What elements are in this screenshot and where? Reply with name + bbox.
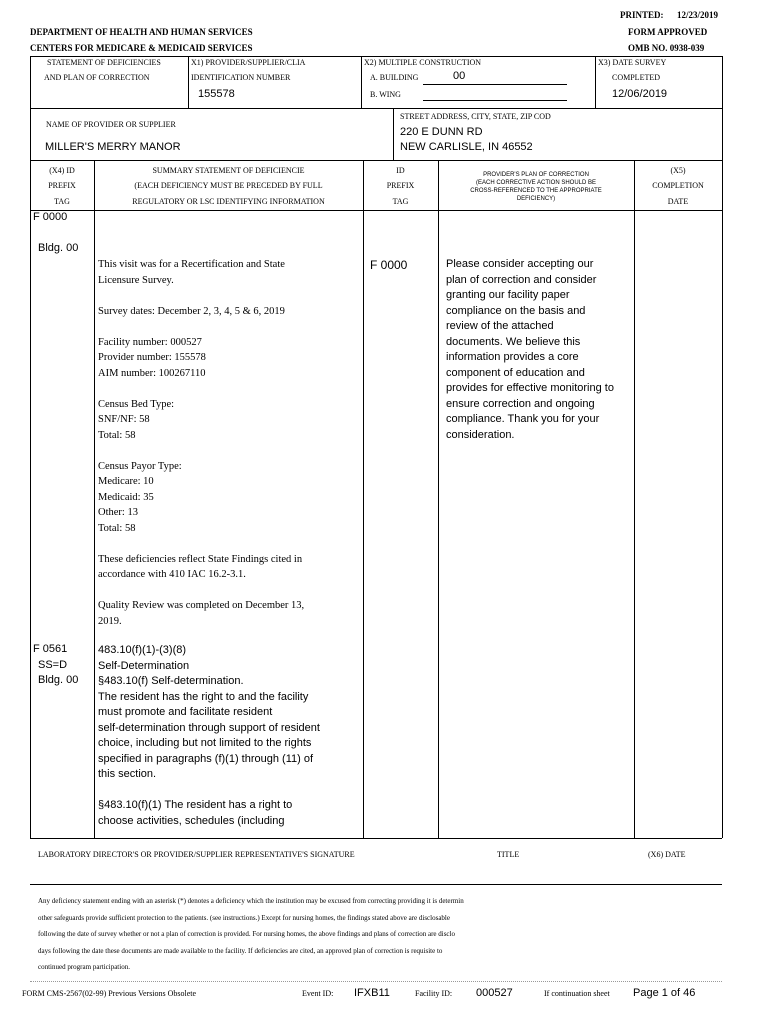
- x4-header-1: (X4) ID: [49, 166, 75, 175]
- summary-line: [98, 583, 304, 599]
- plan-line: provides for effective monitoring to: [446, 382, 614, 394]
- id-tag-f0000: F 0000: [370, 258, 408, 272]
- disclaimer: [38, 893, 464, 976]
- tag-f0000: F 0000: [33, 211, 68, 223]
- summary-line: AIM number: 100267110: [98, 367, 206, 379]
- summary-line: Census Payor Type:: [98, 460, 182, 472]
- date-survey-value: 12/06/2019: [612, 88, 668, 100]
- summary-line: this section.: [98, 768, 157, 780]
- summary-line: Census Bed Type:: [98, 398, 175, 410]
- form-approved: FORM APPROVED: [628, 27, 708, 37]
- provider-id-value: 155578: [198, 88, 235, 100]
- plan-of-correction: [446, 257, 614, 443]
- x4-header-3: TAG: [54, 197, 70, 206]
- plan-line: Please consider accepting our: [446, 258, 594, 270]
- event-id-value: IFXB11: [354, 987, 390, 999]
- summary-line: [98, 288, 304, 304]
- summary-line: Quality Review was completed on December 13,: [98, 600, 305, 611]
- provider-id-label-2: IDENTIFICATION NUMBER: [191, 73, 291, 82]
- summary-line: Licensure Survey.: [98, 274, 174, 286]
- plan-line: compliance on the basis and: [446, 304, 586, 317]
- summary-header-2: (EACH DEFICIENCY MUST BE PRECEDED BY FULL: [134, 181, 323, 190]
- address-line-2: NEW CARLISLE, IN 46552: [400, 141, 533, 153]
- summary-line: The resident has the right to and the facility: [98, 690, 309, 703]
- plan-line: granting our facility paper: [446, 289, 570, 301]
- summary-line: [98, 536, 304, 552]
- plan-line: component of education and: [446, 366, 585, 379]
- provider-id-label: X1) PROVIDER/SUPPLIER/CLIA: [191, 58, 306, 67]
- summary-block-a: [98, 257, 304, 629]
- summary-line: [98, 443, 304, 459]
- plan-line: review of the attached: [446, 320, 554, 332]
- provider-name-value: MILLER'S MERRY MANOR: [45, 141, 181, 153]
- x5-header-1: (X5): [670, 166, 686, 175]
- summary-line: These deficiencies reflect State Findings cited in: [98, 553, 303, 565]
- plan-line: ensure correction and ongoing: [446, 397, 595, 410]
- x5-header-2: COMPLETION: [652, 181, 704, 190]
- summary-line: Provider number: 155578: [98, 352, 206, 363]
- tag-f0561: F 0561: [33, 643, 68, 655]
- event-id-label: Event ID:: [302, 989, 334, 998]
- building-value: 00: [453, 70, 466, 82]
- plan-line: compliance. Thank you for your: [446, 413, 600, 425]
- summary-line: [98, 381, 304, 397]
- summary-line: Medicaid: 35: [98, 491, 154, 503]
- summary-line: Total: 58: [98, 429, 136, 441]
- plan-header-3: CROSS-REFERENCED TO THE APPROPRIATE: [470, 188, 602, 194]
- page-number: Page 1 of 46: [633, 987, 696, 999]
- summary-line: §483.10(f) Self-determination.: [98, 675, 244, 687]
- disclaimer-line: continued program participation.: [38, 963, 130, 971]
- summary-line: must promote and facilitate resident: [98, 706, 273, 718]
- tag-bldg-00: Bldg. 00: [38, 242, 79, 254]
- provider-name-label: NAME OF PROVIDER OR SUPPLIER: [46, 120, 176, 129]
- summary-line: 483.10(f)(1)-(3)(8): [98, 644, 187, 656]
- summary-block-b: [98, 643, 320, 829]
- x6-date-label: (X6) DATE: [648, 850, 686, 859]
- department-title: DEPARTMENT OF HEALTH AND HUMAN SERVICES: [30, 27, 253, 37]
- summary-line: self-determination through support of resident: [98, 721, 320, 734]
- building-label: A. BUILDING: [370, 73, 419, 82]
- multiple-construction-label: X2) MULTIPLE CONSTRUCTION: [364, 58, 482, 67]
- id-header-3: TAG: [392, 197, 409, 206]
- summary-line: Facility number: 000527: [98, 336, 202, 348]
- summary-line: choose activities, schedules (including: [98, 814, 285, 827]
- facility-id-value: 000527: [476, 987, 513, 999]
- address-label: STREET ADDRESS, CITY, STATE, ZIP COD: [400, 112, 551, 121]
- plan-line: documents. We believe this: [446, 335, 581, 348]
- continuation-label: If continuation sheet: [544, 989, 610, 998]
- wing-label: B. WING: [370, 90, 401, 99]
- plan-header-2: (EACH CORRECTIVE ACTION SHOULD BE: [475, 180, 597, 186]
- title-label: TITLE: [497, 850, 520, 859]
- tag-ss: SS=D: [38, 659, 68, 671]
- summary-line: accordance with 410 IAC 16.2-3.1.: [98, 569, 246, 580]
- plan-line: consideration.: [446, 428, 515, 441]
- summary-line: choice, including but not limited to the rights: [98, 737, 312, 749]
- summary-line: Total: 58: [98, 522, 136, 534]
- address-line-1: 220 E DUNN RD: [400, 126, 483, 138]
- date-survey-label-2: COMPLETED: [612, 73, 660, 82]
- statement-label-2: AND PLAN OF CORRECTION: [44, 73, 150, 82]
- centers-title: CENTERS FOR MEDICARE & MEDICAID SERVICES: [30, 43, 253, 53]
- summary-line: §483.10(f)(1) The resident has a right to: [98, 799, 293, 811]
- omb-number: OMB NO. 0938-039: [628, 43, 705, 53]
- summary-header-1: SUMMARY STATEMENT OF DEFICIENCIE: [152, 166, 305, 175]
- x4-header-2: PREFIX: [48, 181, 76, 190]
- summary-header-3: REGULATORY OR LSC IDENTIFYING INFORMATION: [132, 197, 325, 206]
- disclaimer-line: following the date of survey whether or not a plan of correction is provided. For nursing homes, the above findings and plans of correction are disclo: [38, 930, 455, 938]
- summary-line: specified in paragraphs (f)(1) through (11) of: [98, 752, 314, 765]
- disclaimer-line: days following the date these documents are made available to the facility. If deficiencies are cited, an approved plan of correction is requisite to: [38, 946, 443, 955]
- x5-header-3: DATE: [667, 197, 689, 206]
- form-number: FORM CMS-2567(02-99) Previous Versions Obsolete: [22, 989, 197, 998]
- signature-label: LABORATORY DIRECTOR'S OR PROVIDER/SUPPLIER REPRESENTATIVE'S SIGNATURE: [38, 850, 355, 859]
- disclaimer-line: other safeguards provide sufficient protection to the patients. (see instructions.) Except for nursing homes, the findings stated above are disclosable: [38, 913, 450, 922]
- summary-line: [98, 319, 304, 335]
- summary-line: Survey dates: December 2, 3, 4, 5 & 6, 2019: [98, 305, 285, 317]
- summary-line: Other: 13: [98, 507, 138, 518]
- facility-id-label: Facility ID:: [415, 989, 453, 998]
- id-header-1: ID: [396, 166, 405, 175]
- summary-line: SNF/NF: 58: [98, 414, 150, 425]
- disclaimer-line: Any deficiency statement ending with an asterisk (*) denotes a deficiency which the institution may be excused from correcting providing it is determin: [38, 897, 464, 905]
- summary-line: This visit was for a Recertification and State: [98, 259, 285, 270]
- id-header-2: PREFIX: [386, 181, 415, 190]
- summary-line: 2019.: [98, 615, 122, 627]
- plan-header-1: PROVIDER'S PLAN OF CORRECTION: [483, 172, 589, 178]
- plan-line: information provides a core: [446, 351, 579, 363]
- summary-line: Medicare: 10: [98, 476, 154, 487]
- printed-label: PRINTED:: [620, 10, 664, 20]
- tag-bldg-00-b: Bldg. 00: [38, 674, 79, 686]
- statement-label-1: STATEMENT OF DEFICIENCIES: [47, 58, 161, 67]
- plan-header-4: DEFICIENCY): [516, 196, 556, 202]
- summary-line: Self-Determination: [98, 659, 190, 672]
- plan-line: plan of correction and consider: [446, 273, 597, 286]
- printed-date: 12/23/2019: [677, 10, 719, 20]
- summary-line: [98, 783, 320, 799]
- date-survey-label: X3) DATE SURVEY: [598, 58, 667, 67]
